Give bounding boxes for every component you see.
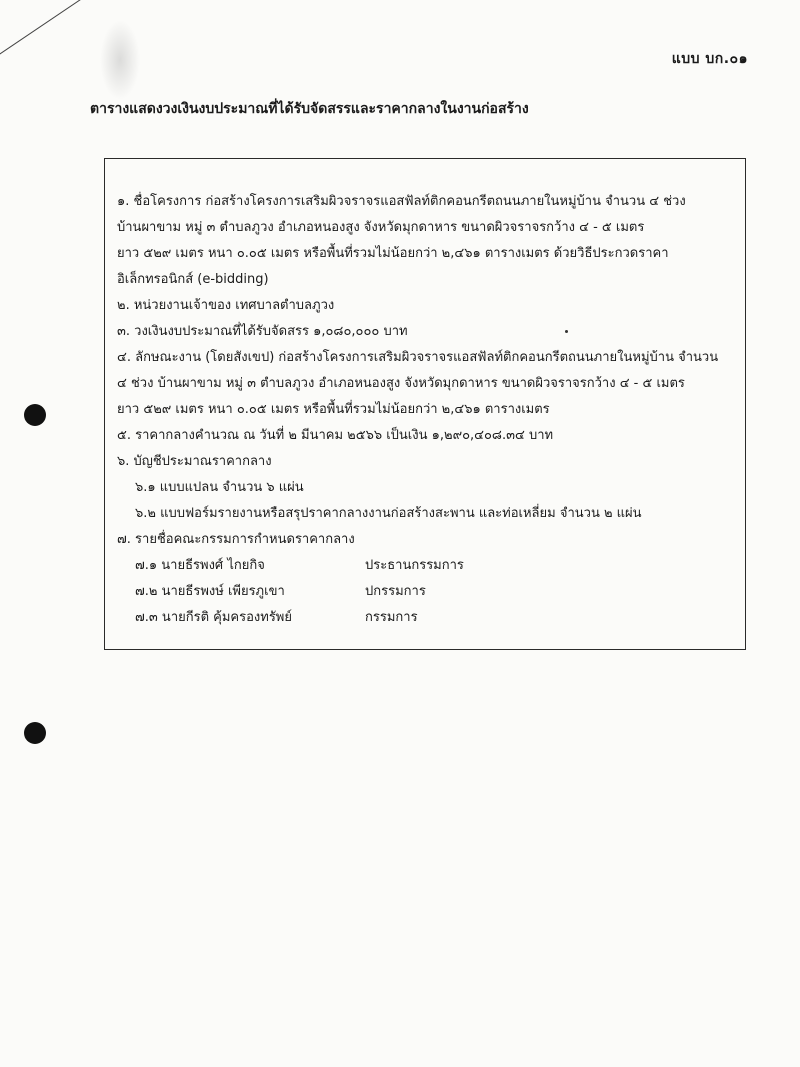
item-5-median-price: ๕. ราคากลางคำนวณ ณ วันที่ ๒ มีนาคม ๒๕๖๖ เป็นเงิน ๑,๒๙๐,๔๐๘.๓๔ บาท xyxy=(117,428,554,443)
document-title: ตารางแสดงวงเงินงบประมาณที่ได้รับจัดสรรและราคากลางในงานก่อสร้าง xyxy=(90,101,529,117)
scan-smudge xyxy=(100,20,140,100)
committee-member-role: กรรมการ xyxy=(365,610,418,625)
item-7-committee-heading: ๗. รายชื่อคณะกรรมการกำหนดราคากลาง xyxy=(117,532,355,547)
item-3-budget: ๓. วงเงินงบประมาณที่ได้รับจัดสรร ๑,๐๘๐,๐๐๐ บาท xyxy=(117,324,408,339)
committee-member-role: ประธานกรรมการ xyxy=(365,558,464,573)
committee-row xyxy=(135,610,418,625)
punch-hole-bottom xyxy=(24,722,46,744)
committee-row xyxy=(135,584,426,599)
item-4-work-description: ๔. ลักษณะงาน (โดยสังเขป) ก่อสร้างโครงการเสริมผิวจราจรแอสฟัลท์ติกคอนกรีตถนนภายในหมู่บ้าน จำนวน xyxy=(117,350,719,365)
item-1-line-3: ยาว ๕๒๙ เมตร หนา ๐.๐๕ เมตร หรือพื้นที่รวมไม่น้อยกว่า ๒,๔๖๑ ตารางเมตร ด้วยวิธีประกวดราคา xyxy=(117,246,669,261)
item-4-line-3: ยาว ๕๒๙ เมตร หนา ๐.๐๕ เมตร หรือพื้นที่รวมไม่น้อยกว่า ๒,๔๖๑ ตารางเมตร xyxy=(117,402,550,417)
committee-member-name: ๗.๑ นายธีรพงศ์ ไกยกิจ xyxy=(135,558,265,573)
form-code: แบบ บก.๐๑ xyxy=(671,51,748,67)
item-1-project-name: ๑. ชื่อโครงการ ก่อสร้างโครงการเสริมผิวจราจรแอสฟัลท์ติกคอนกรีตถนนภายในหมู่บ้าน จำนวน ๔ ช่วง xyxy=(117,194,686,209)
item-1-line-4: อิเล็กทรอนิกส์ (e-bidding) xyxy=(117,272,269,287)
scan-speck xyxy=(565,330,568,333)
item-2-owner-agency: ๒. หน่วยงานเจ้าของ เทศบาลตำบลภูวง xyxy=(117,298,335,313)
committee-member-name: ๗.๓ นายกีรติ คุ้มครองทรัพย์ xyxy=(135,610,292,625)
punch-hole-top xyxy=(24,404,46,426)
committee-member-role: ปกรรมการ xyxy=(365,584,426,599)
content-box xyxy=(104,158,746,650)
item-1-line-2: บ้านผาขาม หมู่ ๓ ตำบลภูวง อำเภอหนองสูง จังหวัดมุกดาหาร ขนาดผิวจราจรกว้าง ๔ - ๕ เมตร xyxy=(117,220,645,235)
item-4-line-2: ๔ ช่วง บ้านผาขาม หมู่ ๓ ตำบลภูวง อำเภอหนองสูง จังหวัดมุกดาหาร ขนาดผิวจราจรกว้าง ๔ - ๕ เมตร xyxy=(117,376,685,391)
item-6-2-forms: ๖.๒ แบบฟอร์มรายงานหรือสรุปราคากลางงานก่อสร้างสะพาน และท่อเหลี่ยม จำนวน ๒ แผ่น xyxy=(135,506,642,521)
item-6-1-plans: ๖.๑ แบบแปลน จำนวน ๖ แผ่น xyxy=(135,480,304,495)
committee-member-name: ๗.๒ นายธีรพงษ์ เพียรภูเขา xyxy=(135,584,285,599)
committee-row xyxy=(135,558,464,573)
item-6-price-list: ๖. บัญชีประมาณราคากลาง xyxy=(117,454,272,469)
